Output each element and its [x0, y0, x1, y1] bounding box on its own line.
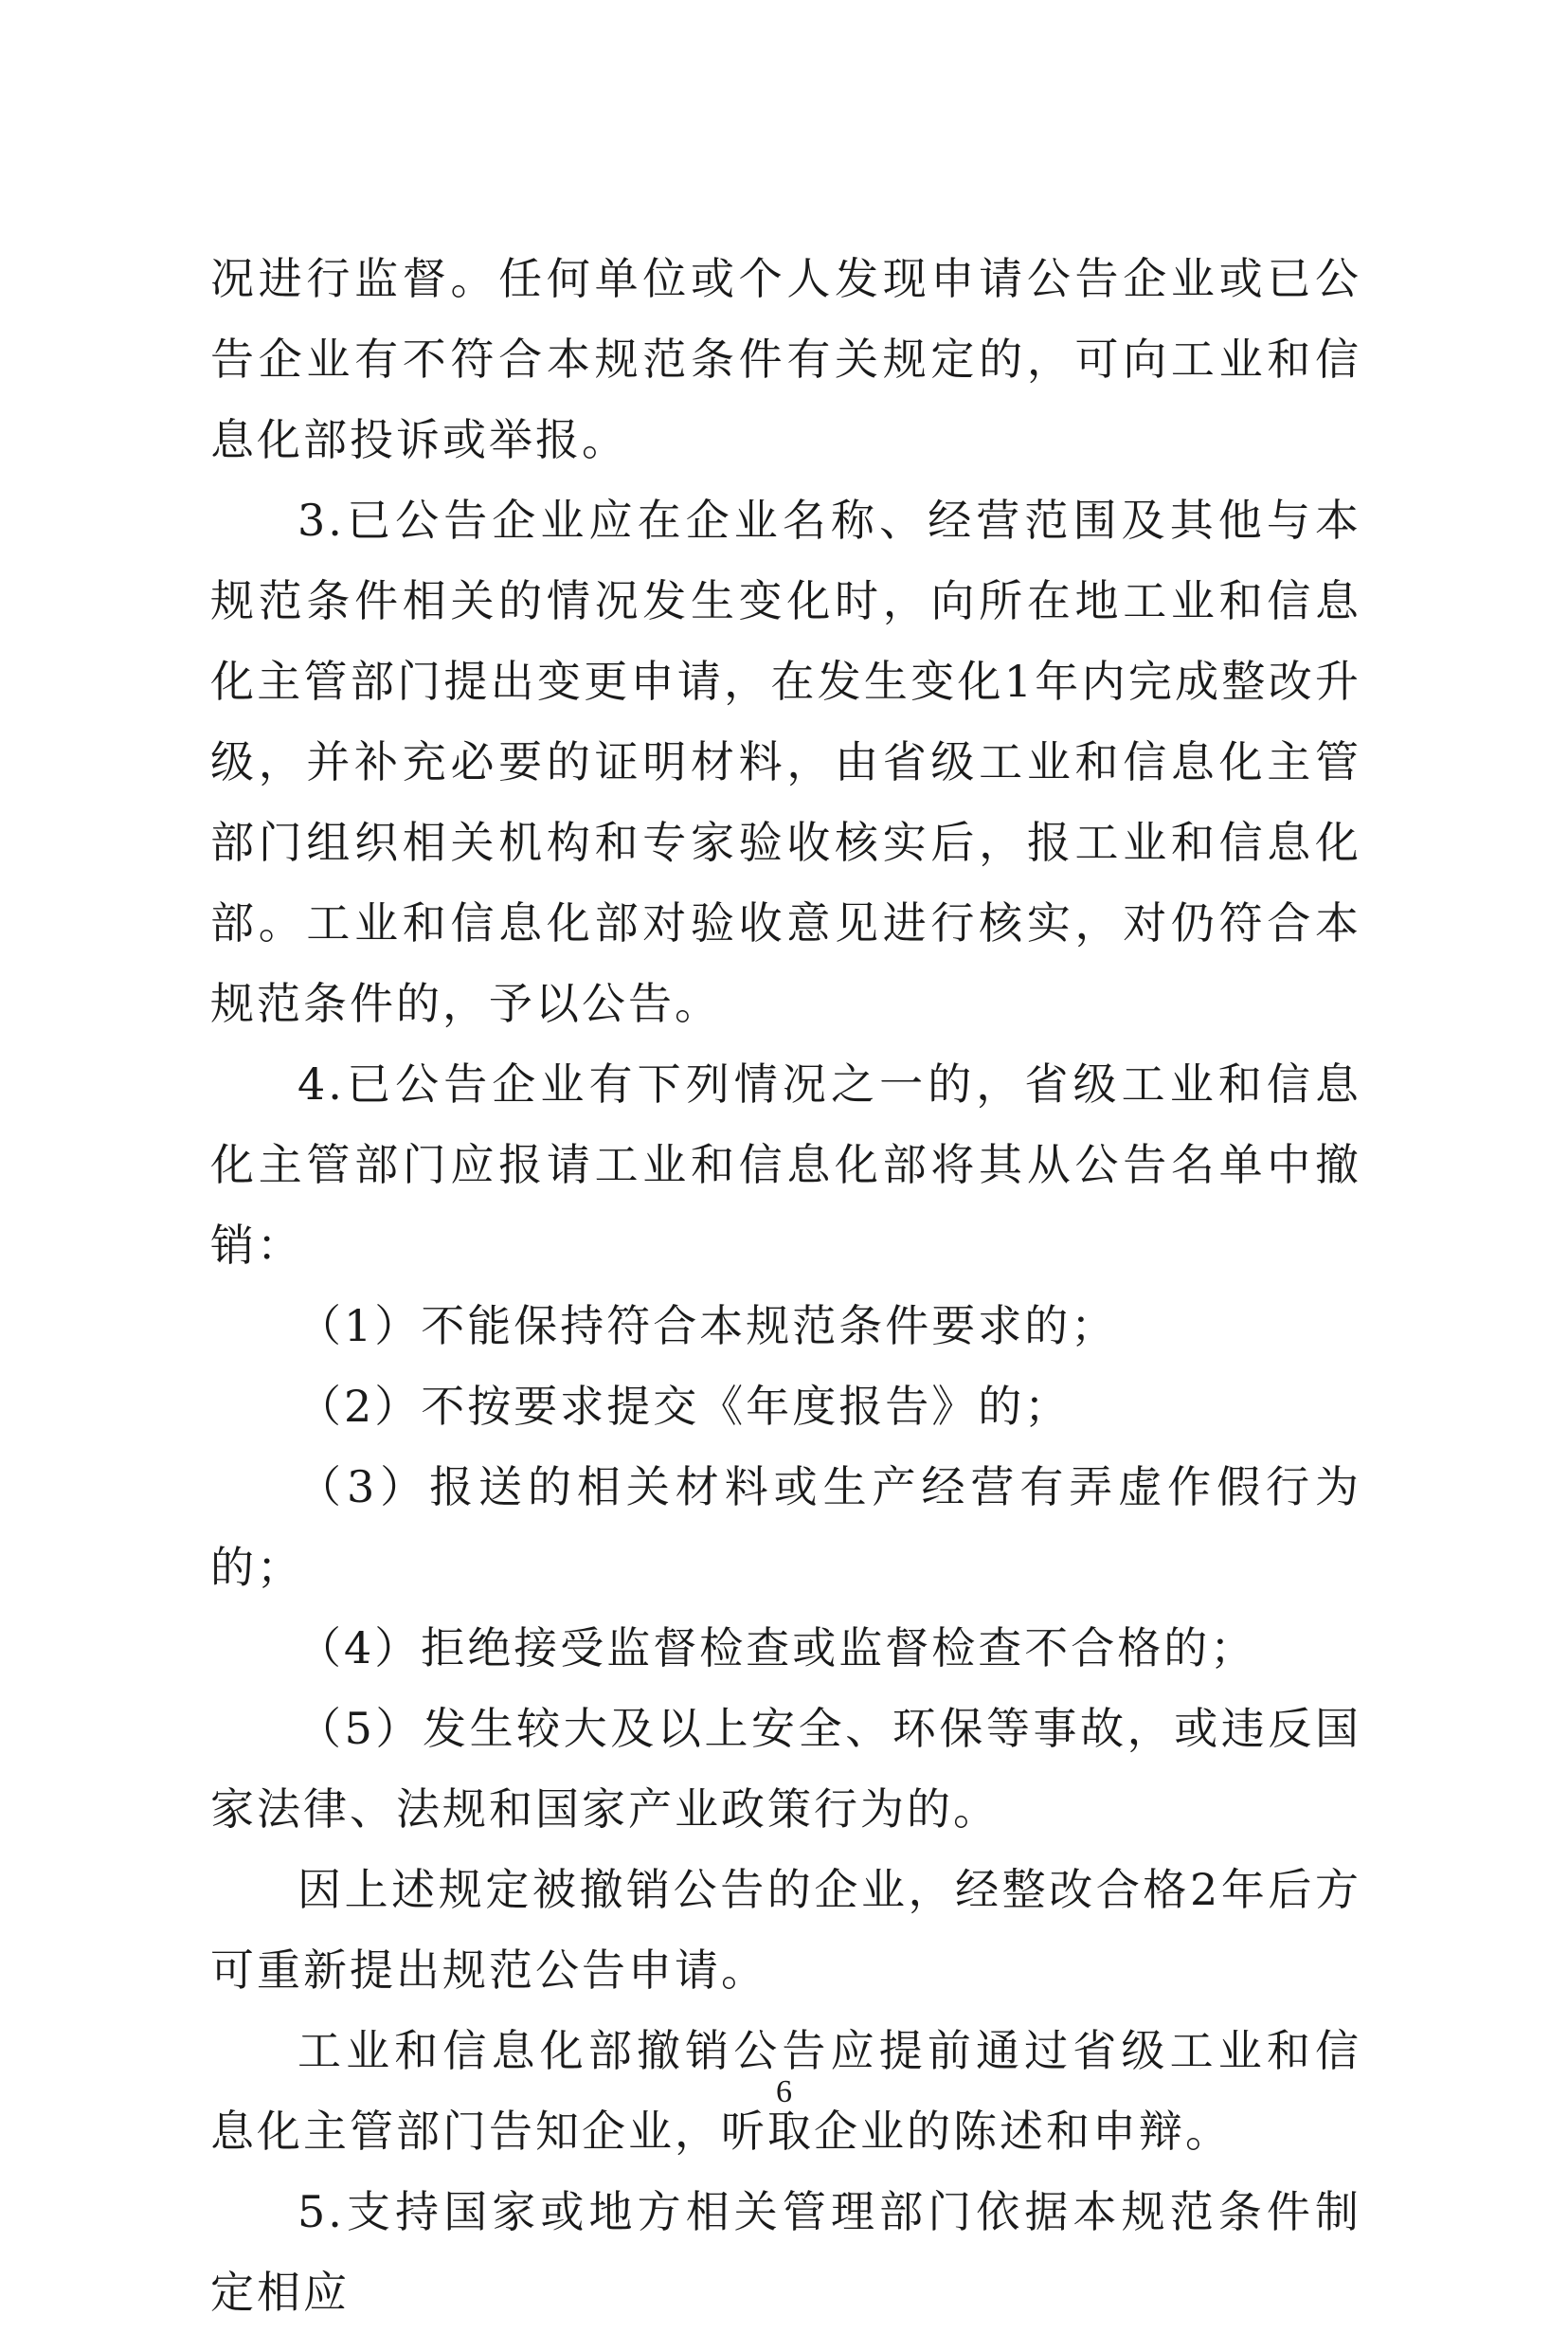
paragraph-item-5: 5.支持国家或地方相关管理部门依据本规范条件制定相应 — [210, 2186, 1361, 2318]
paragraph-supervision-continued: 况进行监督。任何单位或个人发现申请公告企业或已公告企业有不符合本规范条件有关规定的，可向工业和信息化部投诉或举报。 — [210, 253, 1361, 465]
paragraph-item-4: 4.已公告企业有下列情况之一的，省级工业和信息化主管部门应报请工业和信息化部将其从公告名单中撤销： — [210, 1058, 1361, 1271]
page-number: 6 — [776, 2074, 792, 2109]
list-item-3: （3）报送的相关材料或生产经营有弄虚作假行为的； — [210, 1461, 1361, 1593]
list-item-2: （2）不按要求提交《年度报告》的； — [297, 1381, 1072, 1432]
list-item-4: （4）拒绝接受监督检查或监督检查不合格的； — [297, 1622, 1257, 1673]
paragraph-revocation-reapply: 因上述规定被撤销公告的企业，经整改合格2年后方可重新提出规范公告申请。 — [210, 1864, 1361, 1996]
paragraph-revocation-notice: 工业和信息化部撤销公告应提前通过省级工业和信息化主管部门告知企业，听取企业的陈述和申辩。 — [210, 2025, 1361, 2157]
body-text — [210, 239, 1361, 2333]
list-item-5: （5）发生较大及以上安全、环保等事故，或违反国家法律、法规和国家产业政策行为的。 — [210, 1703, 1361, 1835]
list-item-1: （1）不能保持符合本规范条件要求的； — [297, 1300, 1118, 1351]
paragraph-item-3: 3.已公告企业应在企业名称、经营范围及其他与本规范条件相关的情况发生变化时，向所在地工业和信息化主管部门提出变更申请，在发生变化1年内完成整改升级，并补充必要的证明材料，由省级工业和信息化主管部门组织相关机构和专家验收核实后，报工业和信息化部。工业和信息化部对验收意见进行核实，对仍符合本规范条件的，予以公告。 — [210, 495, 1361, 1029]
